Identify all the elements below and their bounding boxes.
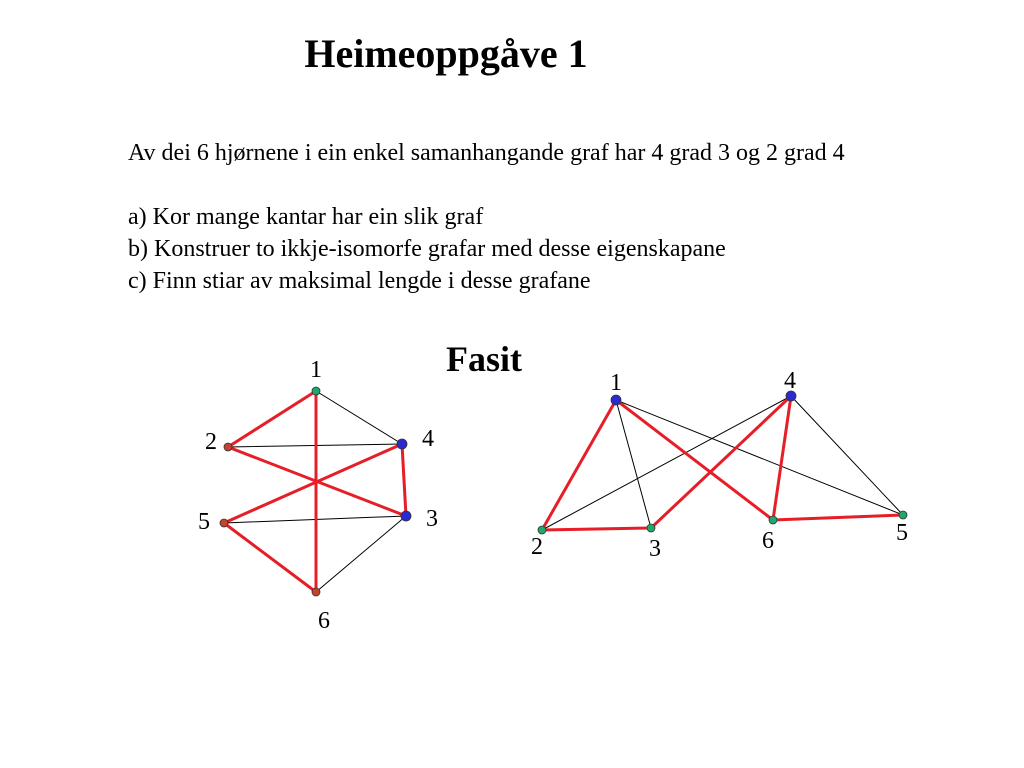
edge-1-4 [316,391,402,444]
node-label-1: 1 [310,357,322,383]
path-edge-2-3 [542,528,651,530]
path-edge-1-2 [228,391,316,447]
path-edge-5-6 [224,523,316,592]
slide-title: Heimeoppgåve 1 [304,31,588,76]
node-label-5: 5 [198,509,210,535]
node-label-6: 6 [762,528,774,554]
node-label-3: 3 [649,536,661,562]
node-label-6: 6 [318,608,330,634]
node-1 [312,387,320,395]
node-3 [401,511,411,521]
edge-4-5 [791,396,903,515]
edge-3-6 [316,516,406,592]
path-edge-6-5 [773,515,903,520]
problem-part-b: b) Konstruer to ikkje-isomorfe grafar med desse eigenskapane [128,236,726,262]
node-label-3: 3 [426,506,438,532]
problem-part-c: c) Finn stiar av maksimal lengde i desse grafane [128,268,591,294]
edge-1-3 [616,400,651,528]
graph-right [531,368,908,562]
node-5 [899,511,907,519]
path-edge-3-4 [402,444,406,516]
problem-part-a: a) Kor mange kantar har ein slik graf [128,204,484,230]
answer-heading: Fasit [446,339,522,379]
node-4 [397,439,407,449]
problem-intro: Av dei 6 hjørnene i ein enkel samanhangande graf har 4 grad 3 og 2 grad 4 [128,140,845,166]
node-2 [538,526,546,534]
node-label-1: 1 [610,370,622,396]
node-2 [224,443,232,451]
graph-left [198,357,438,634]
node-5 [220,519,228,527]
node-label-5: 5 [896,520,908,546]
node-label-4: 4 [784,368,796,394]
node-6 [312,588,320,596]
node-label-2: 2 [531,534,543,560]
node-3 [647,524,655,532]
edge-1-5 [616,400,903,515]
node-label-2: 2 [205,429,217,455]
node-6 [769,516,777,524]
path-edge-4-6 [773,396,791,520]
node-label-4: 4 [422,426,434,452]
node-1 [611,395,621,405]
